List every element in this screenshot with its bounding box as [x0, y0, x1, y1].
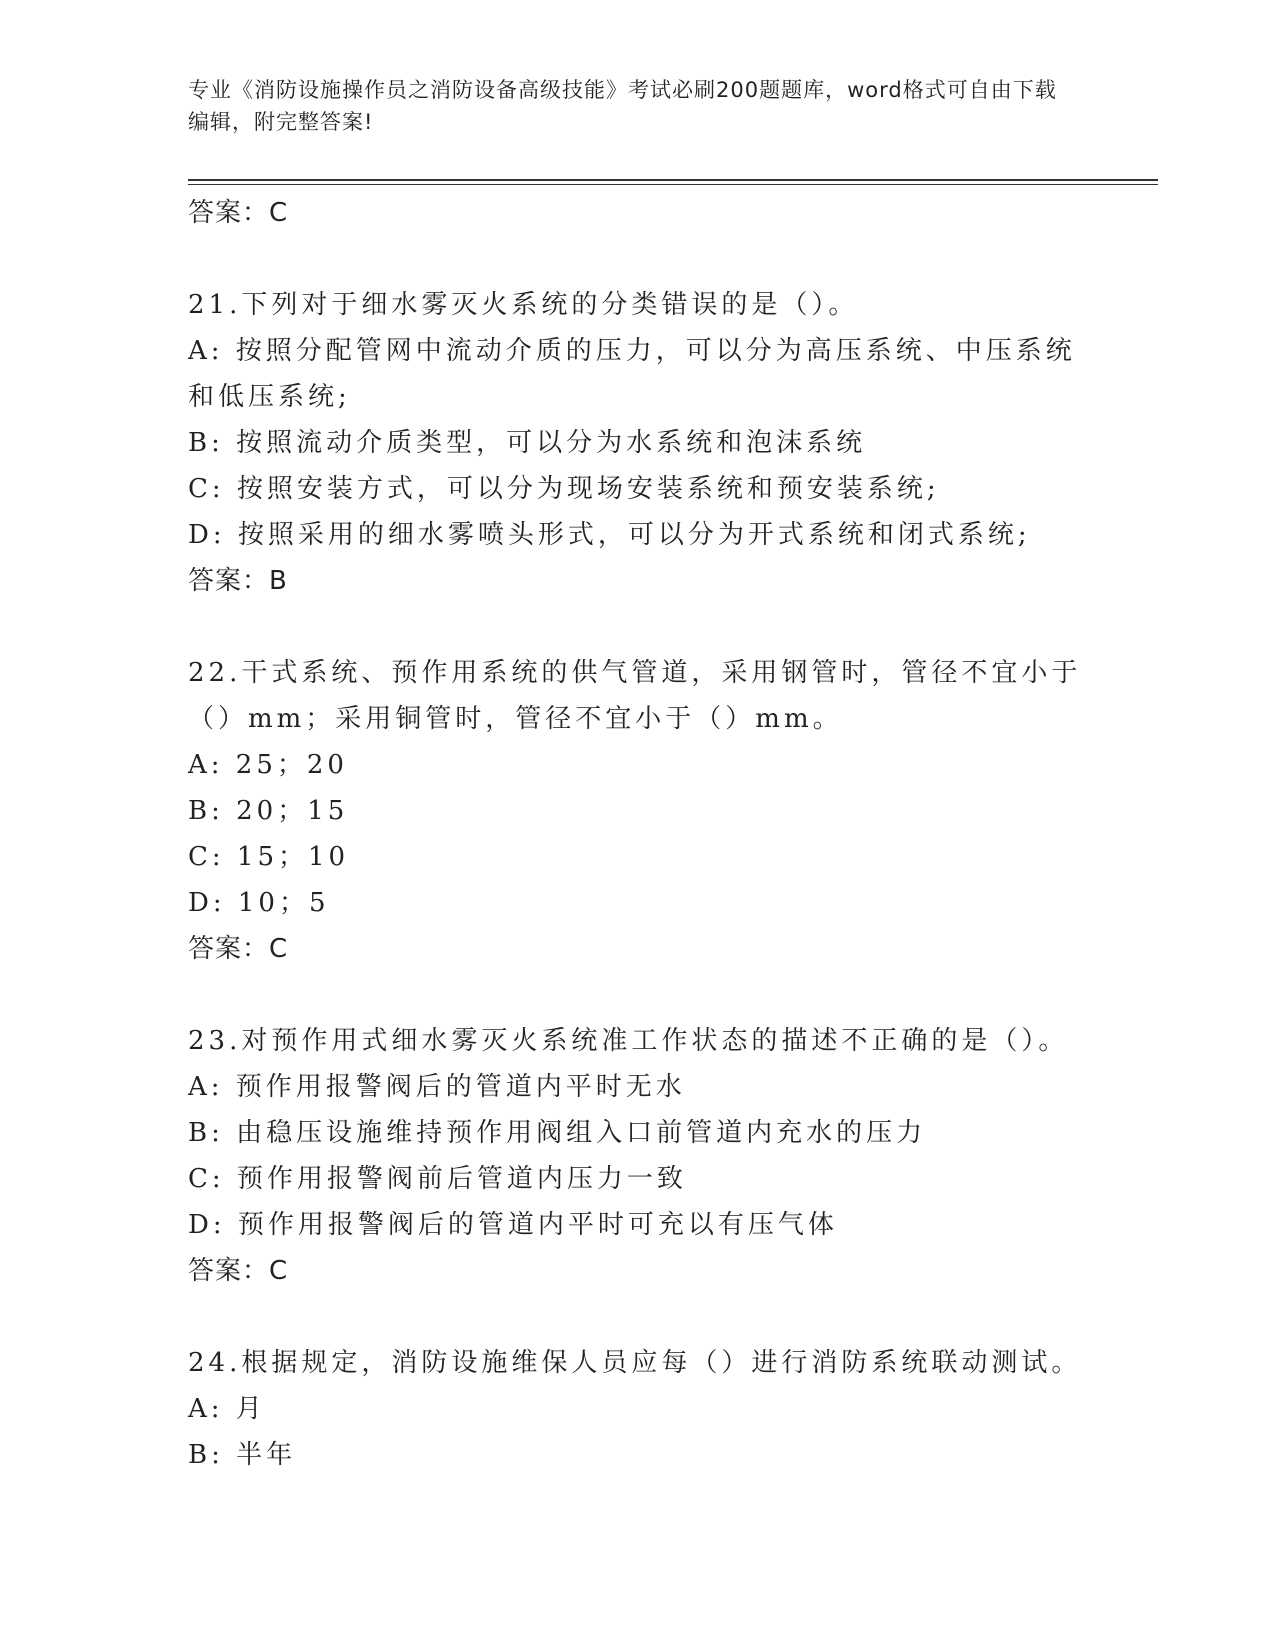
question-block-22 — [188, 650, 1088, 972]
option-c-21: C: 按照安装方式，可以分为现场安装系统和预安装系统; — [188, 474, 940, 504]
header-intro-text: 专业《消防设施操作员之消防设备高级技能》考试必刷200题题库，word格式可自由下载编辑，附完整答案! — [188, 78, 1057, 134]
question-stem-22: 22.干式系统、预作用系统的供气管道，采用钢管时，管径不宜小于（）mm；采用铜管时，管径不宜小于（）mm。 — [188, 658, 1082, 734]
option-a-24: A: 月 — [188, 1394, 266, 1424]
question-stem-23: 23.对预作用式细水雾灭火系统准工作状态的描述不正确的是（）。 — [188, 1026, 1069, 1056]
spacer — [188, 236, 1088, 282]
spacer — [188, 972, 1088, 1018]
option-a-23: A: 预作用报警阀后的管道内平时无水 — [188, 1072, 686, 1102]
document-header — [188, 74, 1078, 138]
header-divider-thick — [188, 179, 1158, 181]
option-a-21: A: 按照分配管网中流动介质的压力，可以分为高压系统、中压系统和低压系统; — [188, 336, 1076, 412]
answer-line-23: 答案：C — [188, 1256, 289, 1286]
question-stem-21: 21.下列对于细水雾灭火系统的分类错误的是（）。 — [188, 290, 859, 320]
option-b-24: B: 半年 — [188, 1440, 297, 1470]
question-block-23 — [188, 1018, 1088, 1294]
answer-line-21: 答案：B — [188, 566, 288, 596]
option-b-21: B: 按照流动介质类型，可以分为水系统和泡沫系统 — [188, 428, 867, 458]
option-d-23: D: 预作用报警阀后的管道内平时可充以有压气体 — [188, 1210, 838, 1240]
header-divider-thin — [188, 184, 1158, 185]
option-d-22: D: 10；5 — [188, 888, 330, 918]
answer-line-q20: 答案：C — [188, 198, 289, 228]
answer-line-22: 答案：C — [188, 934, 289, 964]
spacer — [188, 1294, 1088, 1340]
question-list — [188, 190, 1088, 1478]
option-c-22: C: 15；10 — [188, 842, 350, 872]
option-c-23: C: 预作用报警阀前后管道内压力一致 — [188, 1164, 687, 1194]
question-block-24 — [188, 1340, 1088, 1478]
spacer — [188, 604, 1088, 650]
option-b-23: B: 由稳压设施维持预作用阀组入口前管道内充水的压力 — [188, 1118, 927, 1148]
question-stem-24: 24.根据规定，消防设施维保人员应每（）进行消防系统联动测试。 — [188, 1348, 1082, 1378]
option-a-22: A: 25；20 — [188, 750, 348, 780]
question-block-21 — [188, 282, 1088, 604]
option-d-21: D: 按照采用的细水雾喷头形式，可以分为开式系统和闭式系统; — [188, 520, 1031, 550]
option-b-22: B: 20；15 — [188, 796, 349, 826]
